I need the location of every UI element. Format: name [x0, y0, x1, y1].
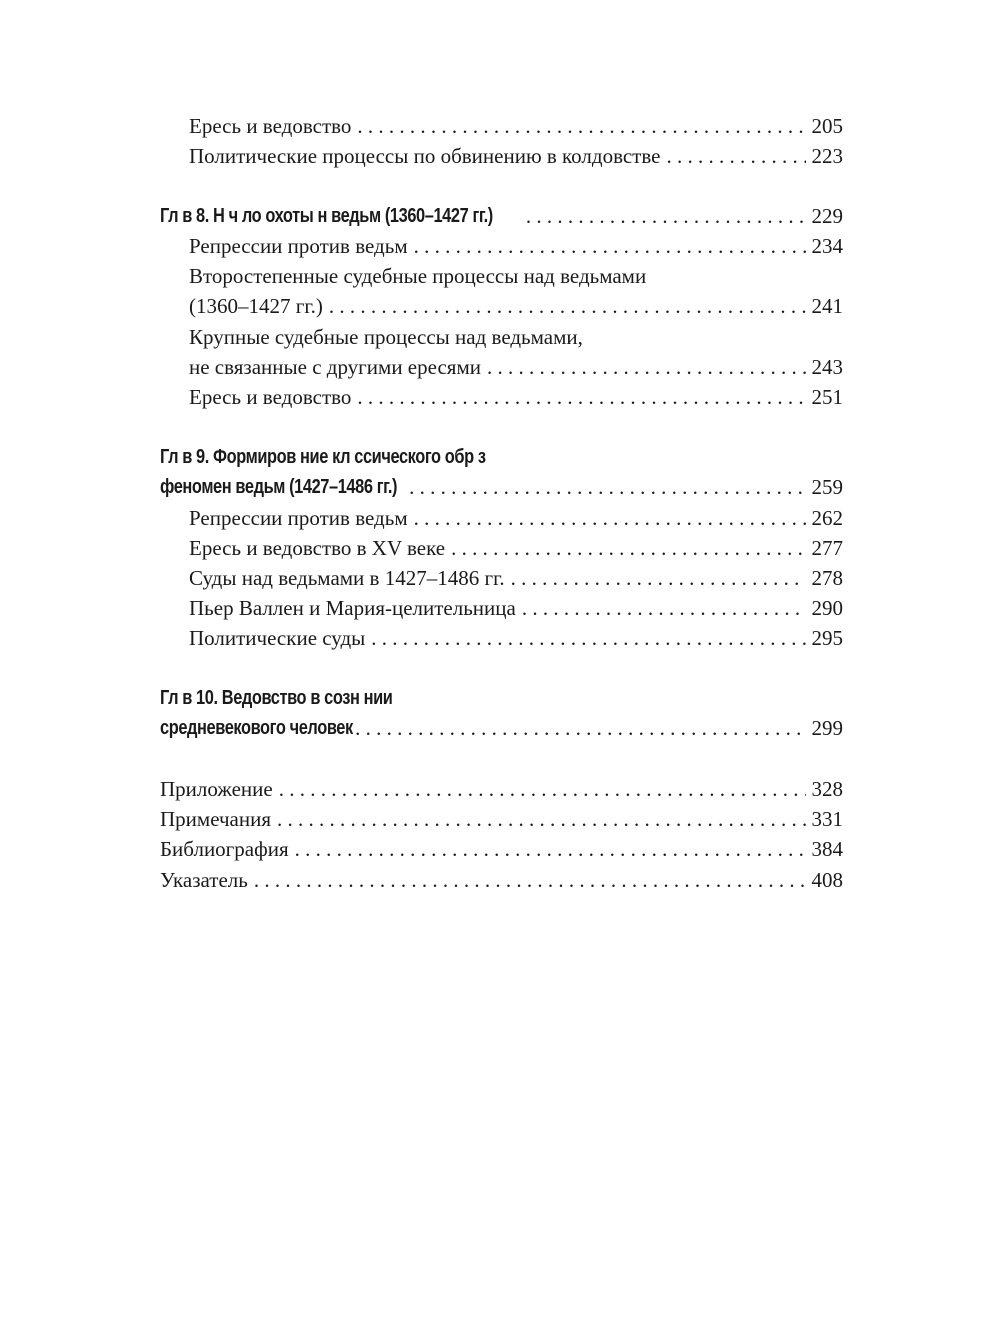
- toc-chapter-title: Гл в 8. Н ч ло охоты н ведьм (1360–1427 гг.): [160, 205, 493, 227]
- toc-entry-first-line: Крупные судебные процессы над ведьмами,: [189, 325, 583, 349]
- toc-entry: [189, 503, 843, 533]
- leader-dots: [526, 201, 806, 231]
- toc-entry: [160, 834, 843, 864]
- leader-dots: [522, 593, 806, 623]
- leader-dots: [451, 533, 805, 563]
- toc-entry: [189, 623, 843, 653]
- toc-chapter-entry: [160, 472, 843, 502]
- toc-entry-title: Библиография: [160, 837, 289, 861]
- toc-entry: [189, 352, 843, 382]
- leader-dots: [357, 111, 805, 141]
- toc-page-number: 331: [811, 807, 843, 831]
- leader-dots: [487, 352, 806, 382]
- toc-page-number: 251: [811, 385, 843, 409]
- toc-entry-title: не связанные с другими ересями: [189, 355, 481, 379]
- toc-entry: [189, 231, 843, 261]
- toc-entry: [189, 382, 843, 412]
- toc-entry-title: Репрессии против ведьм: [189, 506, 408, 530]
- toc-entry-first-line: Второстепенные судебные процессы над ведьмами: [189, 264, 647, 288]
- toc-entry-title: Суды над ведьмами в 1427–1486 гг.: [189, 566, 505, 590]
- toc-entry-title: Пьер Валлен и Мария-целительница: [189, 596, 516, 620]
- toc-entry: [189, 291, 843, 321]
- leader-dots: [414, 503, 806, 533]
- leader-dots: [295, 834, 806, 864]
- toc-entry: [189, 563, 843, 593]
- toc-page-number: 229: [811, 204, 843, 228]
- toc-entry-title: Приложение: [160, 777, 273, 801]
- toc-entry: [189, 141, 843, 171]
- toc-entry: [160, 865, 843, 895]
- leader-dots: [414, 231, 806, 261]
- leader-dots: [371, 623, 805, 653]
- toc-entry: [160, 774, 843, 804]
- toc-page-number: 384: [811, 837, 843, 861]
- leader-dots: [277, 804, 805, 834]
- leader-dots: [254, 865, 806, 895]
- toc-entry-title: Ересь и ведовство в XV веке: [189, 536, 446, 560]
- toc-entry-title: Указатель: [160, 868, 248, 892]
- toc-page-number: 234: [811, 234, 843, 258]
- toc-page-number: 277: [811, 536, 843, 560]
- toc-chapter-entry: [160, 201, 843, 231]
- toc-page-number: 295: [811, 626, 843, 650]
- leader-dots: [511, 563, 806, 593]
- toc-chapter-entry: [160, 713, 843, 743]
- toc-page-number: 262: [811, 506, 843, 530]
- toc-page-number: 259: [811, 475, 843, 499]
- toc-entry-title: Примечания: [160, 807, 272, 831]
- toc-entry-title: Ересь и ведовство: [189, 114, 352, 138]
- toc-entry-title: (1360–1427 гг.): [189, 294, 323, 318]
- toc-page-number: 328: [811, 777, 843, 801]
- toc-page-number: 243: [811, 355, 843, 379]
- toc-entry-title: Репрессии против ведьм: [189, 234, 408, 258]
- toc-entry: [189, 111, 843, 141]
- toc-entry-title: Политические суды: [189, 626, 366, 650]
- toc-entry-title: Ересь и ведовство: [189, 385, 352, 409]
- leader-dots: [355, 713, 805, 743]
- leader-dots: [357, 382, 805, 412]
- toc-chapter-first-line: Гл в 9. Формиров ние кл ссического обр з: [160, 446, 486, 468]
- toc-page-number: 205: [811, 114, 843, 138]
- toc-page-number: 299: [811, 716, 843, 740]
- toc-page-number: 290: [811, 596, 843, 620]
- toc-page-number: 278: [811, 566, 843, 590]
- toc-page-number: 241: [811, 294, 843, 318]
- leader-dots: [666, 141, 805, 171]
- toc-entry: [160, 804, 843, 834]
- leader-dots: [409, 472, 805, 502]
- toc-chapter-title: феномен ведьм (1427–1486 гг.): [160, 476, 398, 498]
- toc-chapter-first-line: Гл в 10. Ведовство в созн нии: [160, 687, 393, 709]
- toc-page-number: 408: [811, 868, 843, 892]
- toc-entry: [189, 533, 843, 563]
- toc-entry: [189, 593, 843, 623]
- leader-dots: [279, 774, 806, 804]
- toc-entry-title: Политические процессы по обвинению в колдовстве: [189, 144, 661, 168]
- toc-page-number: 223: [811, 144, 843, 168]
- leader-dots: [329, 291, 806, 321]
- toc-chapter-title: средневекового человек: [160, 717, 353, 739]
